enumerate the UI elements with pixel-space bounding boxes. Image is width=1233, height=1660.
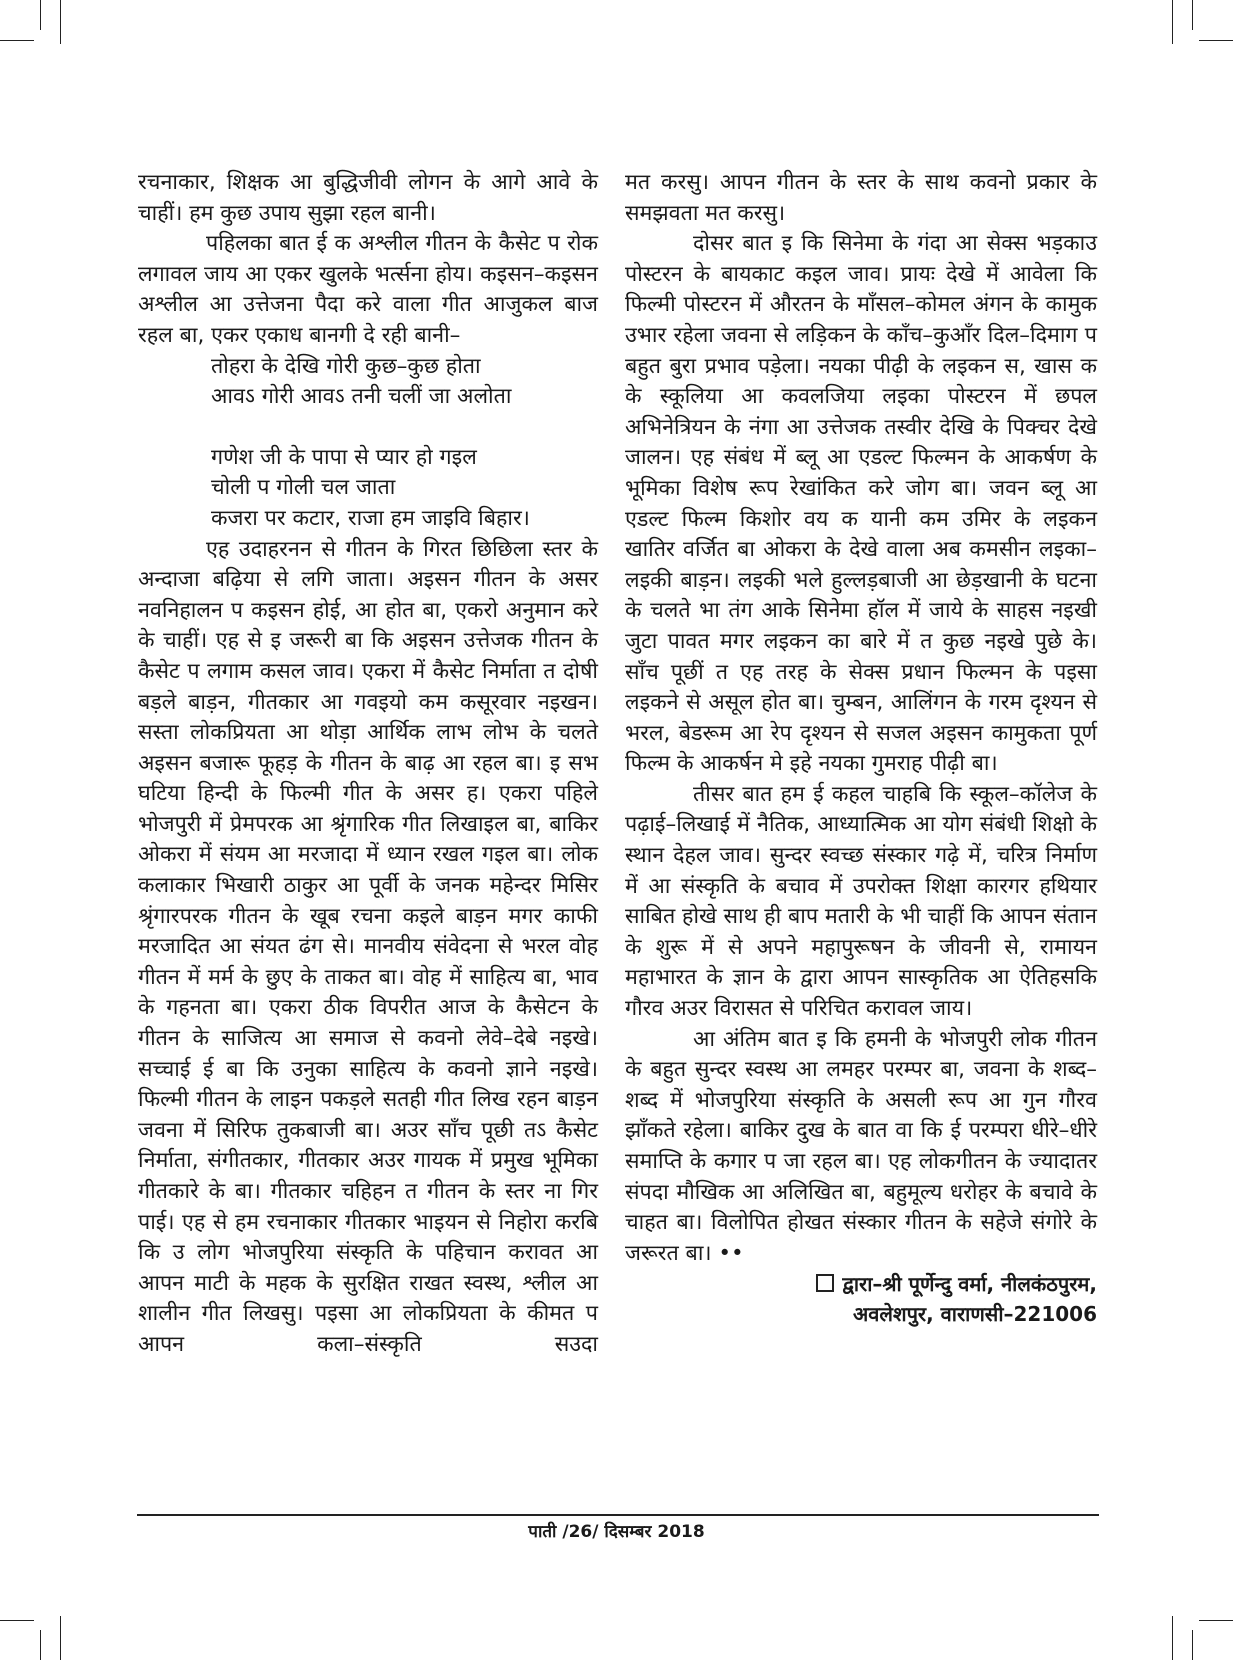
page-footer: पाती /26/ दिसम्बर 2018 — [528, 1522, 705, 1542]
paragraph: दोसर बात इ कि सिनेमा के गंदा आ सेक्स भड़काउ पोस्टरन के बायकाट कइल जाव। प्रायः देखे में आवेला कि फिल्मी पोस्टरन में औरतन के माँसल–कोमल अंगन के कामुक उभार रहेला जवना से लड़िकन के काँच–कुआँर दिल–दिमाग प बहुत बुरा प्रभाव पड़ेला। नयका पीढ़ी के लइकन स, खास क के स्कूलिया आ कवलजिया लइका पोस्टरन में छपल अभिनेत्रियन के नंगा आ उत्तेजक तस्वीर देखि के पिक्चर देखे जालन। एह संबंध में ब्लू आ एडल्ट फिल्मन के आकर्षण के भूमिका विशेष रूप रेखांकित करे जोग बा। जवन ब्लू आ एडल्ट फिल्म किशोर वय क यानी कम उमिर के लइकन खातिर वर्जित बा ओकरा के देखे वाला अब कमसीन लइका–लइकी बाड़न। लइकी भले हुल्लड़बाजी आ छेड़खानी के घटना के चलते भा तंग आके सिनेमा हॉल में जाये के साहस नइखी जुटा पावत मगर लइकन का बारे में त कुछ नइखे पुछे के। साँच पूछीं त एह तरह के सेक्स प्रधान फिल्मन के पइसा लइकने से असूल होत बा। चुम्बन, आलिंगन के गरम दृश्यन से भरल, बेडरूम आ रेप दृश्यन से सजल अइसन कामुकता पूर्ण फिल्म के आकर्षन मे इहे नयका गुमराह पीढ़ी बा। — [625, 231, 1097, 777]
crop-mark — [0, 40, 34, 41]
paragraph: रचनाकार, शिक्षक आ बुद्धिजीवी लोगन के आगे आवे के चाहीं। हम कुछ उपाय सुझा रहल बानी। — [138, 170, 598, 226]
crop-mark — [1172, 0, 1173, 44]
crop-mark — [60, 1616, 61, 1660]
verse-line: कजरा पर कटार, राजा हम जाइवि बिहार। — [211, 505, 530, 531]
address-line: अवलेशपुर, वाराणसी–221006 — [853, 1302, 1097, 1327]
crop-mark — [1192, 0, 1193, 30]
verse-block — [138, 352, 598, 535]
paragraph: मत करसु। आपन गीतन के स्तर के साथ कवनो प्रकार के समझवता मत करसु। — [625, 170, 1097, 226]
verse-line: गणेश जी के पापा से प्यार हो गइल — [211, 444, 477, 470]
crop-mark — [0, 1620, 34, 1621]
address-line: द्वारा–श्री पूर्णेन्दु वर्मा, नीलकंठपुरम, — [842, 1272, 1097, 1297]
footer-rule — [137, 1514, 1099, 1516]
verse-line: तोहरा के देखि गोरी कुछ–कुछ होता — [211, 353, 481, 379]
crop-mark — [1172, 1616, 1173, 1660]
author-address — [625, 1269, 1097, 1329]
paragraph: एह उदाहरनन से गीतन के गिरत छिछिला स्तर के अन्दाजा बढ़िया से लगि जाता। अइसन गीतन के असर नवनिहालन प कइसन होई, आ होत बा, एकरो अनुमान करे के चाहीं। एह से इ जरूरी बा कि अइसन उत्तेजक गीतन के कैसेट प लगाम कसल जाव। एकरा में कैसेट निर्माता त दोषी बड़ले बाड़न, गीतकार आ गवइयो कम कसूरवार नइखन। सस्ता लोकप्रियता आ थोड़ा आर्थिक लाभ लोभ के चलते अइसन बजारू फूहड़ के गीतन के बाढ़ आ रहल बा। इ सभ घटिया हिन्दी के फिल्मी गीत के असर ह। एकरा पहिले भोजपुरी में प्रेमपरक आ श्रृंगारिक गीत लिखाइल बा, बाकिर ओकरा में संयम आ मरजादा में ध्यान रखल गइल बा। लोक कलाकार भिखारी ठाकुर आ पूर्वी के जनक महेन्दर मिसिर श्रृंगारपरक गीतन के खूब रचना कइले बाड़न मगर काफी मरजादित आ संयत ढंग से। मानवीय संवेदना से भरल वोह गीतन में मर्म के छुए के ताकत बा। वोह में साहित्य बा, भाव के गहनता बा। एकरा ठीक विपरीत आज के कैसेटन के गीतन के साजित्य आ समाज से कवनो लेवे–देबे नइखे। सच्चाई ई बा कि उनुका साहित्य के कवनो ज्ञाने नइखे। फिल्मी गीतन के लाइन पकड़ले सतही गीत लिख रहन बाड़न जवना में सिरिफ तुकबाजी बा। अउर साँच पूछी तऽ कैसेट निर्माता, संगीतकार, गीतकार अउर गायक में प्रमुख भूमिका गीतकारे के बा। गीतकार चहिहन त गीतन के स्तर ना गिर पाई। एह से हम रचनाकार गीतकार भाइयन से निहोरा करबि कि उ लोग भोजपुरिया संस्कृति के पहिचान करावत आ आपन माटी के महक के सुरक्षित राखत स्वस्थ, श्लील आ शालीन गीत लिखसु। पइसा आ लोकप्रियता के कीमत प आपन कला–संस्कृति सउदा — [138, 536, 598, 1357]
crop-mark — [60, 0, 61, 44]
paragraph: तीसर बात हम ई कहल चाहबि कि स्कूल–कॉलेज के पढ़ाई–लिखाई में नैतिक, आध्यात्मिक आ योग संबंधी शिक्षो के स्थान देहल जाव। सुन्दर स्वच्छ संस्कार गढ़े में, चरित्र निर्माण में आ संस्कृति के बचाव में उपरोक्त शिक्षा कारगर हथियार साबित होखे साथ ही बाप मतारी के भी चाहीं कि आपन संतान के शुरू में से अपने महापुरूषन के जीवनी से, रामायन महाभारत के ज्ञान के द्वारा आपन सास्कृतिक आ ऐतिहसकि गौरव अउर विरासत से परिचित करावल जाय। — [625, 781, 1097, 1022]
left-column — [138, 168, 598, 1361]
crop-mark — [1199, 40, 1233, 41]
crop-mark — [1199, 1620, 1233, 1621]
verse-line: आवऽ गोरी आवऽ तनी चलीं जा अलोता — [211, 384, 512, 410]
verse-line: चोली प गोली चल जाता — [211, 475, 396, 501]
right-column — [625, 168, 1097, 1329]
square-bullet-icon — [816, 1274, 834, 1292]
crop-mark — [40, 1630, 41, 1660]
crop-mark — [40, 0, 41, 30]
crop-mark — [1192, 1630, 1193, 1660]
paragraph: पहिलका बात ई क अश्लील गीतन के कैसेट प रोक लगावल जाय आ एकर खुलके भर्त्सना होय। कइसन–कइसन अश्लील आ उत्तेजना पैदा करे वाला गीत आजुकल बाज रहल बा, एकर एकाध बानगी दे रही बानी– — [138, 231, 598, 348]
paragraph: आ अंतिम बात इ कि हमनी के भोजपुरी लोक गीतन के बहुत सुन्दर स्वस्थ आ लमहर परम्पर बा, जवना के शब्द–शब्द में भोजपुरिया संस्कृति के असली रूप आ गुन गौरव झाँकते रहेला। बाकिर दुख के बात वा कि ई परम्परा धीरे–धीरे समाप्ति के कगार प जा रहल बा। एह लोकगीतन के ज्यादातर संपदा मौखिक आ अलिखित बा, बहुमूल्य धरोहर के बचावे के चाहत बा। विलोपित होखत संस्कार गीतन के सहेजे संगोरे के जरूरत बा। •• — [625, 1026, 1097, 1266]
